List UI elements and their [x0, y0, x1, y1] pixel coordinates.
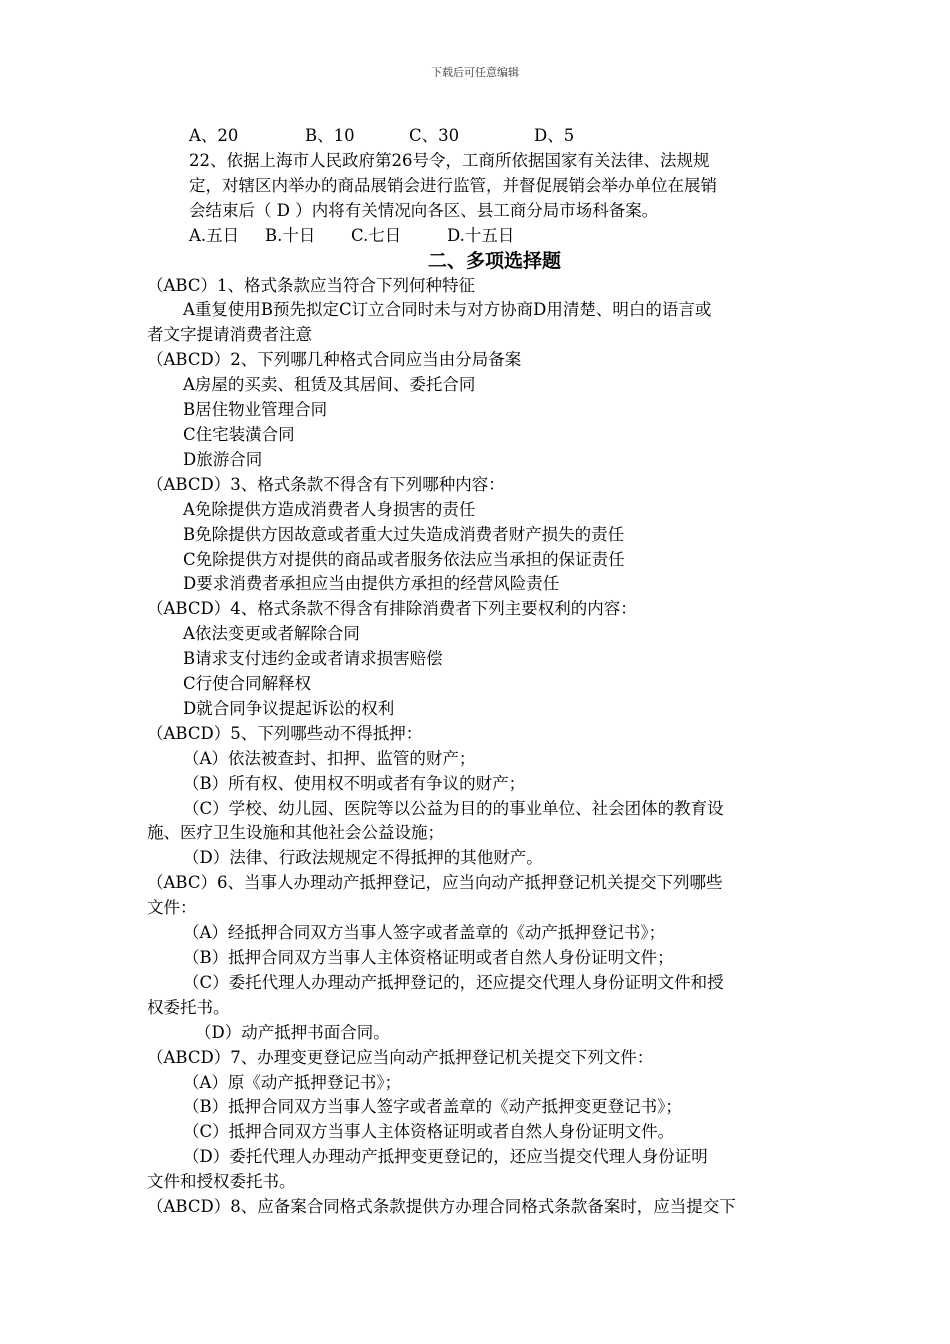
- option-item: A房屋的买卖、租赁及其居间、委托合同: [183, 375, 476, 395]
- option-item: D就合同争议提起诉讼的权利: [183, 698, 395, 718]
- question-stem: （ABCD）4、格式条款不得含有排除消费者下列主要权利的内容：: [147, 599, 637, 619]
- question-stem: 文件：: [147, 898, 197, 918]
- option-item: （C）学校、幼儿园、医院等以公益为目的的事业单位、社会团体的教育设: [183, 798, 724, 818]
- q21-options: [147, 124, 812, 149]
- document-body: [147, 124, 812, 1220]
- option-b: B、10: [305, 126, 355, 145]
- question-stem: （ABCD）5、下列哪些动不得抵押：: [147, 723, 423, 743]
- question-stem: （ABCD）8、应备案合同格式条款提供方办理合同格式条款备案时，应当提交下: [147, 1197, 736, 1217]
- option-item: 权委托书。: [147, 997, 230, 1017]
- option-c: C.七日: [351, 225, 402, 245]
- q22-line: 会结束后（ D ）内将有关情况向各区、县工商分局市场科备案。: [189, 200, 659, 220]
- option-item: C免除提供方对提供的商品或者服务依法应当承担的保证责任: [183, 549, 625, 569]
- option-line: 者文字提请消费者注意: [147, 325, 312, 345]
- option-item: B免除提供方因故意或者重大过失造成消费者财产损失的责任: [183, 524, 625, 544]
- question-stem: （ABCD）7、办理变更登记应当向动产抵押登记机关提交下列文件：: [147, 1047, 654, 1067]
- section-title: 二、多项选择题: [427, 249, 561, 272]
- q22-options: [147, 224, 812, 249]
- option-a: A.五日: [189, 225, 240, 245]
- option-item: （B）抵押合同双方当事人主体资格证明或者自然人身份证明文件；: [183, 948, 674, 967]
- option-line: A重复使用B预先拟定C订立合同时未与对方协商D用清楚、明白的语言或: [183, 300, 712, 320]
- option-item: B请求支付违约金或者请求损害赔偿: [183, 649, 443, 669]
- option-item: （A）原《动产抵押登记书》；: [183, 1072, 402, 1092]
- option-item: D要求消费者承担应当由提供方承担的经营风险责任: [183, 574, 560, 594]
- question-stem: （ABC）6、当事人办理动产抵押登记，应当向动产抵押登记机关提交下列哪些: [147, 873, 723, 893]
- option-item: C住宅装潢合同: [183, 424, 295, 444]
- option-item: （D）法律、行政法规规定不得抵押的其他财产。: [183, 848, 543, 868]
- option-item: （C）委托代理人办理动产抵押登记的，还应提交代理人身份证明文件和授: [183, 972, 724, 992]
- page-header: 下载后可任意编辑: [431, 66, 519, 79]
- option-item: （B）抵押合同双方当事人签字或者盖章的《动产抵押变更登记书》；: [183, 1097, 682, 1117]
- option-item: C行使合同解释权: [183, 674, 312, 694]
- option-item: （A）经抵押合同双方当事人签字或者盖章的《动产抵押登记书》；: [183, 923, 666, 943]
- option-a: A、20: [189, 126, 239, 145]
- option-c: C、30: [409, 126, 460, 145]
- q22-line: 定，对辖区内举办的商品展销会进行监管，并督促展销会举办单位在展销: [189, 175, 717, 195]
- option-item: （C）抵押合同双方当事人主体资格证明或者自然人身份证明文件。: [183, 1122, 675, 1142]
- question-stem: （ABC）1、格式条款应当符合下列何种特征: [147, 275, 475, 295]
- question-stem: （ABCD）3、格式条款不得含有下列哪种内容：: [147, 474, 505, 494]
- option-item: A依法变更或者解除合同: [183, 624, 360, 644]
- option-item: 施、医疗卫生设施和其他社会公益设施；: [147, 823, 444, 843]
- option-item: B居住物业管理合同: [183, 400, 328, 420]
- q22-line: 22、依据上海市人民政府第26号令，工商所依据国家有关法律、法规规: [189, 150, 710, 170]
- option-d: D.十五日: [447, 225, 515, 245]
- option-d: D、5: [534, 126, 575, 145]
- option-item: D旅游合同: [183, 449, 263, 469]
- option-item: （D）委托代理人办理动产抵押变更登记的，还应当提交代理人身份证明: [183, 1147, 708, 1167]
- option-item: （B）所有权、使用权不明或者有争议的财产；: [183, 773, 526, 793]
- option-item: 文件和授权委托书。: [147, 1172, 296, 1192]
- option-b: B.十日: [265, 225, 316, 245]
- question-stem: （ABCD）2、下列哪几种格式合同应当由分局备案: [147, 350, 522, 370]
- option-item: A免除提供方造成消费者人身损害的责任: [183, 499, 476, 519]
- option-item: （A）依法被查封、扣押、监管的财产；: [183, 748, 476, 768]
- option-item: （D）动产抵押书面合同。: [195, 1022, 390, 1042]
